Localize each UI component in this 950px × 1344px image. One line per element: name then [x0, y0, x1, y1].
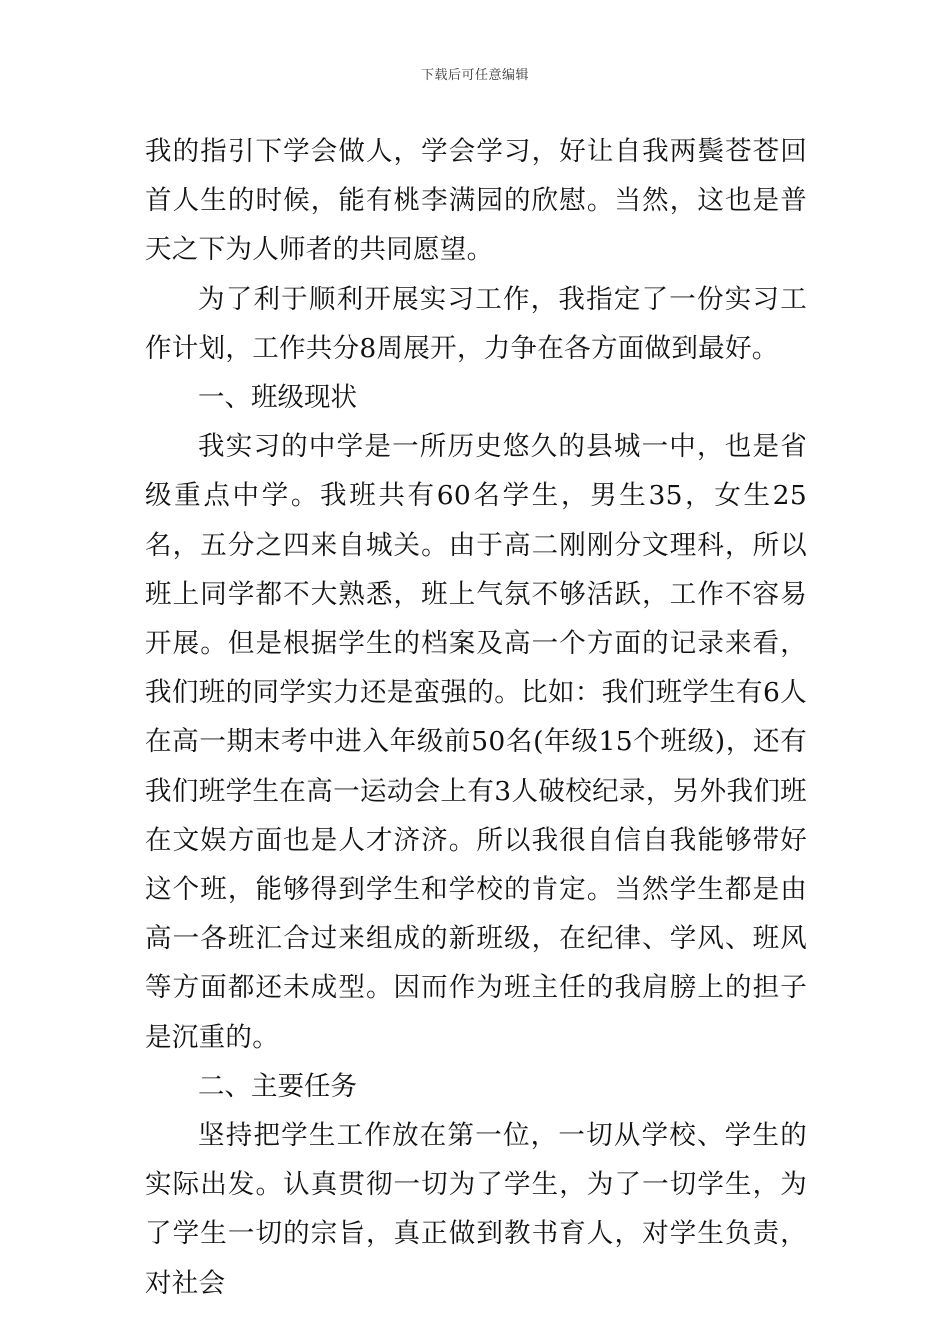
page-header: 下载后可任意编辑	[420, 68, 529, 83]
paragraph-class-status: 我实习的中学是一所历史悠久的县城一中，也是省级重点中学。我班共有60名学生，男生35，女生25名，五分之四来自城关。由于高二刚刚分文理科，所以班上同学都不大熟悉，班上气氛不够活跃，工作不容易开展。但是根据学生的档案及高一个方面的记录来看，我们班的同学实力还是蛮强的。比如：我们班学生有6人在高一期末考中进入年级前50名(年级15个班级)，还有我们班学生在高一运动会上有3人破校纪录，另外我们班在文娱方面也是人才济济。所以我很自信自我能够带好这个班，能够得到学生和学校的肯定。当然学生都是由高一各班汇合过来组成的新班级，在纪律、学风、班风等方面都还未成型。因而作为班主任的我肩膀上的担子是沉重的。	[145, 431, 807, 1053]
paragraph-plan: 为了利于顺利开展实习工作，我指定了一份实习工作计划，工作共分8周展开，力争在各方面做到最好。	[145, 283, 807, 364]
paragraph-main-tasks: 坚持把学生工作放在第一位，一切从学校、学生的实际出发。认真贯彻一切为了学生，为了一切学生，为了学生一切的宗旨，真正做到教书育人，对学生负责，对社会	[145, 1120, 807, 1299]
document-body	[145, 127, 807, 1308]
paragraph-continued: 我的指引下学会做人，学会学习，好让自我两鬓苍苍回首人生的时候，能有桃李满园的欣慰。当然，这也是普天之下为人师者的共同愿望。	[145, 136, 807, 266]
section-heading-class-status: 一、班级现状	[198, 382, 357, 414]
section-heading-main-tasks: 二、主要任务	[198, 1070, 357, 1102]
